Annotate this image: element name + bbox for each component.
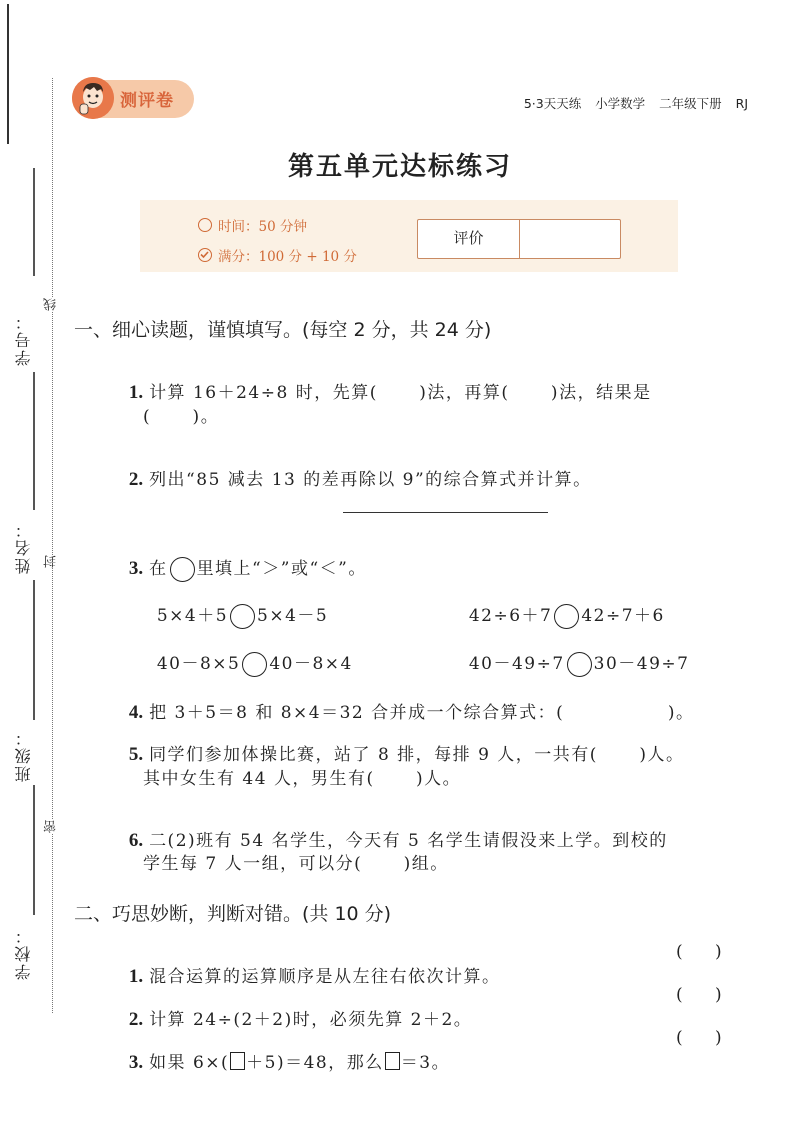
compare-right: 5×4－5 — [257, 606, 329, 626]
judge-answer-3[interactable]: ( ) — [676, 1028, 722, 1048]
question-number: 1. — [128, 966, 144, 987]
seal-mark-seal: 封 — [44, 555, 62, 568]
compare-left: 5×4＋5 — [156, 606, 229, 626]
question-number: 5. — [128, 744, 144, 765]
question-text: 里填上“＞”或“＜”。 — [196, 559, 367, 579]
section2-heading: 二、巧思妙断，判断对错。(共 10 分) — [74, 903, 392, 925]
question-1-6 — [115, 806, 668, 852]
question-text: 把 3＋5＝8 和 8×4＝32 合并成一个综合算式：( )。 — [149, 703, 695, 723]
compare-right: 42÷7＋6 — [581, 606, 665, 626]
compare-left: 40－8×5 — [156, 654, 241, 674]
compare-item-4 — [455, 629, 689, 677]
square-blank-icon — [230, 1052, 245, 1070]
answer-line[interactable] — [343, 512, 548, 513]
question-text: 混合运算的运算顺序是从左往右依次计算。 — [149, 967, 501, 987]
question-text: 如果 6×( — [149, 1053, 230, 1073]
mascot-avatar-icon — [72, 77, 114, 119]
question-number: 2. — [128, 1009, 144, 1030]
square-blank-icon — [385, 1052, 400, 1070]
question-text: 二(2)班有 54 名学生，今天有 5 名学生请假没来上学。到校的 — [149, 831, 668, 851]
question-number: 4. — [128, 702, 144, 723]
evaluation-box — [417, 219, 621, 259]
judge-item-2 — [115, 985, 472, 1031]
compare-item-1 — [143, 581, 328, 629]
question-number: 6. — [128, 830, 144, 851]
circle-blank-icon — [170, 557, 195, 582]
question-1-6-cont: 学生每 7 人一组，可以分( )组。 — [143, 854, 449, 874]
question-text: 在 — [149, 559, 168, 579]
question-1-5 — [115, 720, 685, 766]
question-1-3 — [115, 534, 367, 582]
compare-right: 40－8×4 — [269, 654, 353, 674]
binding-dotted-line — [52, 78, 53, 1013]
question-text: 同学们参加体操比赛，站了 8 排，每排 9 人，一共有( )人。 — [149, 745, 685, 765]
student-id-label: 学号： — [14, 312, 33, 366]
series-info: 5·3天天练 小学数学 二年级下册 RJ — [523, 96, 748, 111]
question-number: 3. — [128, 558, 144, 579]
question-1-4 — [115, 678, 694, 724]
clock-icon — [198, 218, 212, 232]
compare-item-3 — [143, 629, 353, 677]
question-text: 列出“85 减去 13 的差再除以 9”的综合算式并计算。 — [149, 470, 592, 490]
check-circle-icon — [198, 248, 212, 262]
question-1-5-cont: 其中女生有 44 人，男生有( )人。 — [143, 769, 462, 789]
judge-item-1 — [115, 942, 501, 988]
judge-answer-2[interactable]: ( ) — [676, 985, 722, 1005]
question-1-1 — [115, 358, 652, 404]
name-label: 姓名： — [14, 520, 33, 574]
class-label: 班级： — [14, 728, 33, 782]
compare-circle-input[interactable] — [242, 652, 267, 677]
question-text: ＋5)＝48，那么 — [246, 1053, 384, 1073]
compare-right: 30－49÷7 — [593, 654, 690, 674]
compare-item-2 — [455, 581, 665, 629]
school-field[interactable] — [33, 785, 35, 915]
full-score: 满分：100 分 + 10 分 — [218, 249, 357, 265]
question-1-2 — [115, 445, 592, 491]
question-number: 3. — [128, 1052, 144, 1073]
judge-item-3 — [115, 1028, 450, 1074]
name-field[interactable] — [33, 372, 35, 510]
compare-circle-input[interactable] — [567, 652, 592, 677]
judge-answer-1[interactable]: ( ) — [676, 942, 722, 962]
class-field[interactable] — [33, 620, 35, 716]
compare-circle-input[interactable] — [230, 604, 255, 629]
section1-heading: 一、细心读题，谨慎填写。(每空 2 分，共 24 分) — [74, 319, 492, 341]
evaluation-field[interactable] — [520, 220, 620, 258]
page-title: 第五单元达标练习 — [287, 152, 512, 182]
seal-mark-secret: 密 — [44, 820, 62, 833]
time-limit: 时间：50 分钟 — [218, 219, 307, 235]
compare-circle-input[interactable] — [554, 604, 579, 629]
compare-left: 42÷6＋7 — [468, 606, 553, 626]
compare-left: 40－49÷7 — [468, 654, 565, 674]
question-text: 计算 16＋24÷8 时，先算( )法，再算( )法，结果是 — [149, 383, 652, 403]
student-id-field[interactable] — [33, 168, 35, 276]
question-number: 2. — [128, 469, 144, 490]
evaluation-label: 评价 — [418, 220, 520, 258]
school-label: 学校： — [14, 926, 33, 980]
badge-label: 测评卷 — [120, 91, 174, 111]
question-1-1-cont: ( )。 — [143, 407, 220, 427]
question-text: ＝3。 — [400, 1053, 451, 1073]
question-text: 计算 24÷(2＋2)时，必须先算 2＋2。 — [149, 1010, 473, 1030]
question-number: 1. — [128, 382, 144, 403]
seal-mark-line: 线 — [44, 298, 62, 311]
page-edge-line — [7, 4, 9, 144]
